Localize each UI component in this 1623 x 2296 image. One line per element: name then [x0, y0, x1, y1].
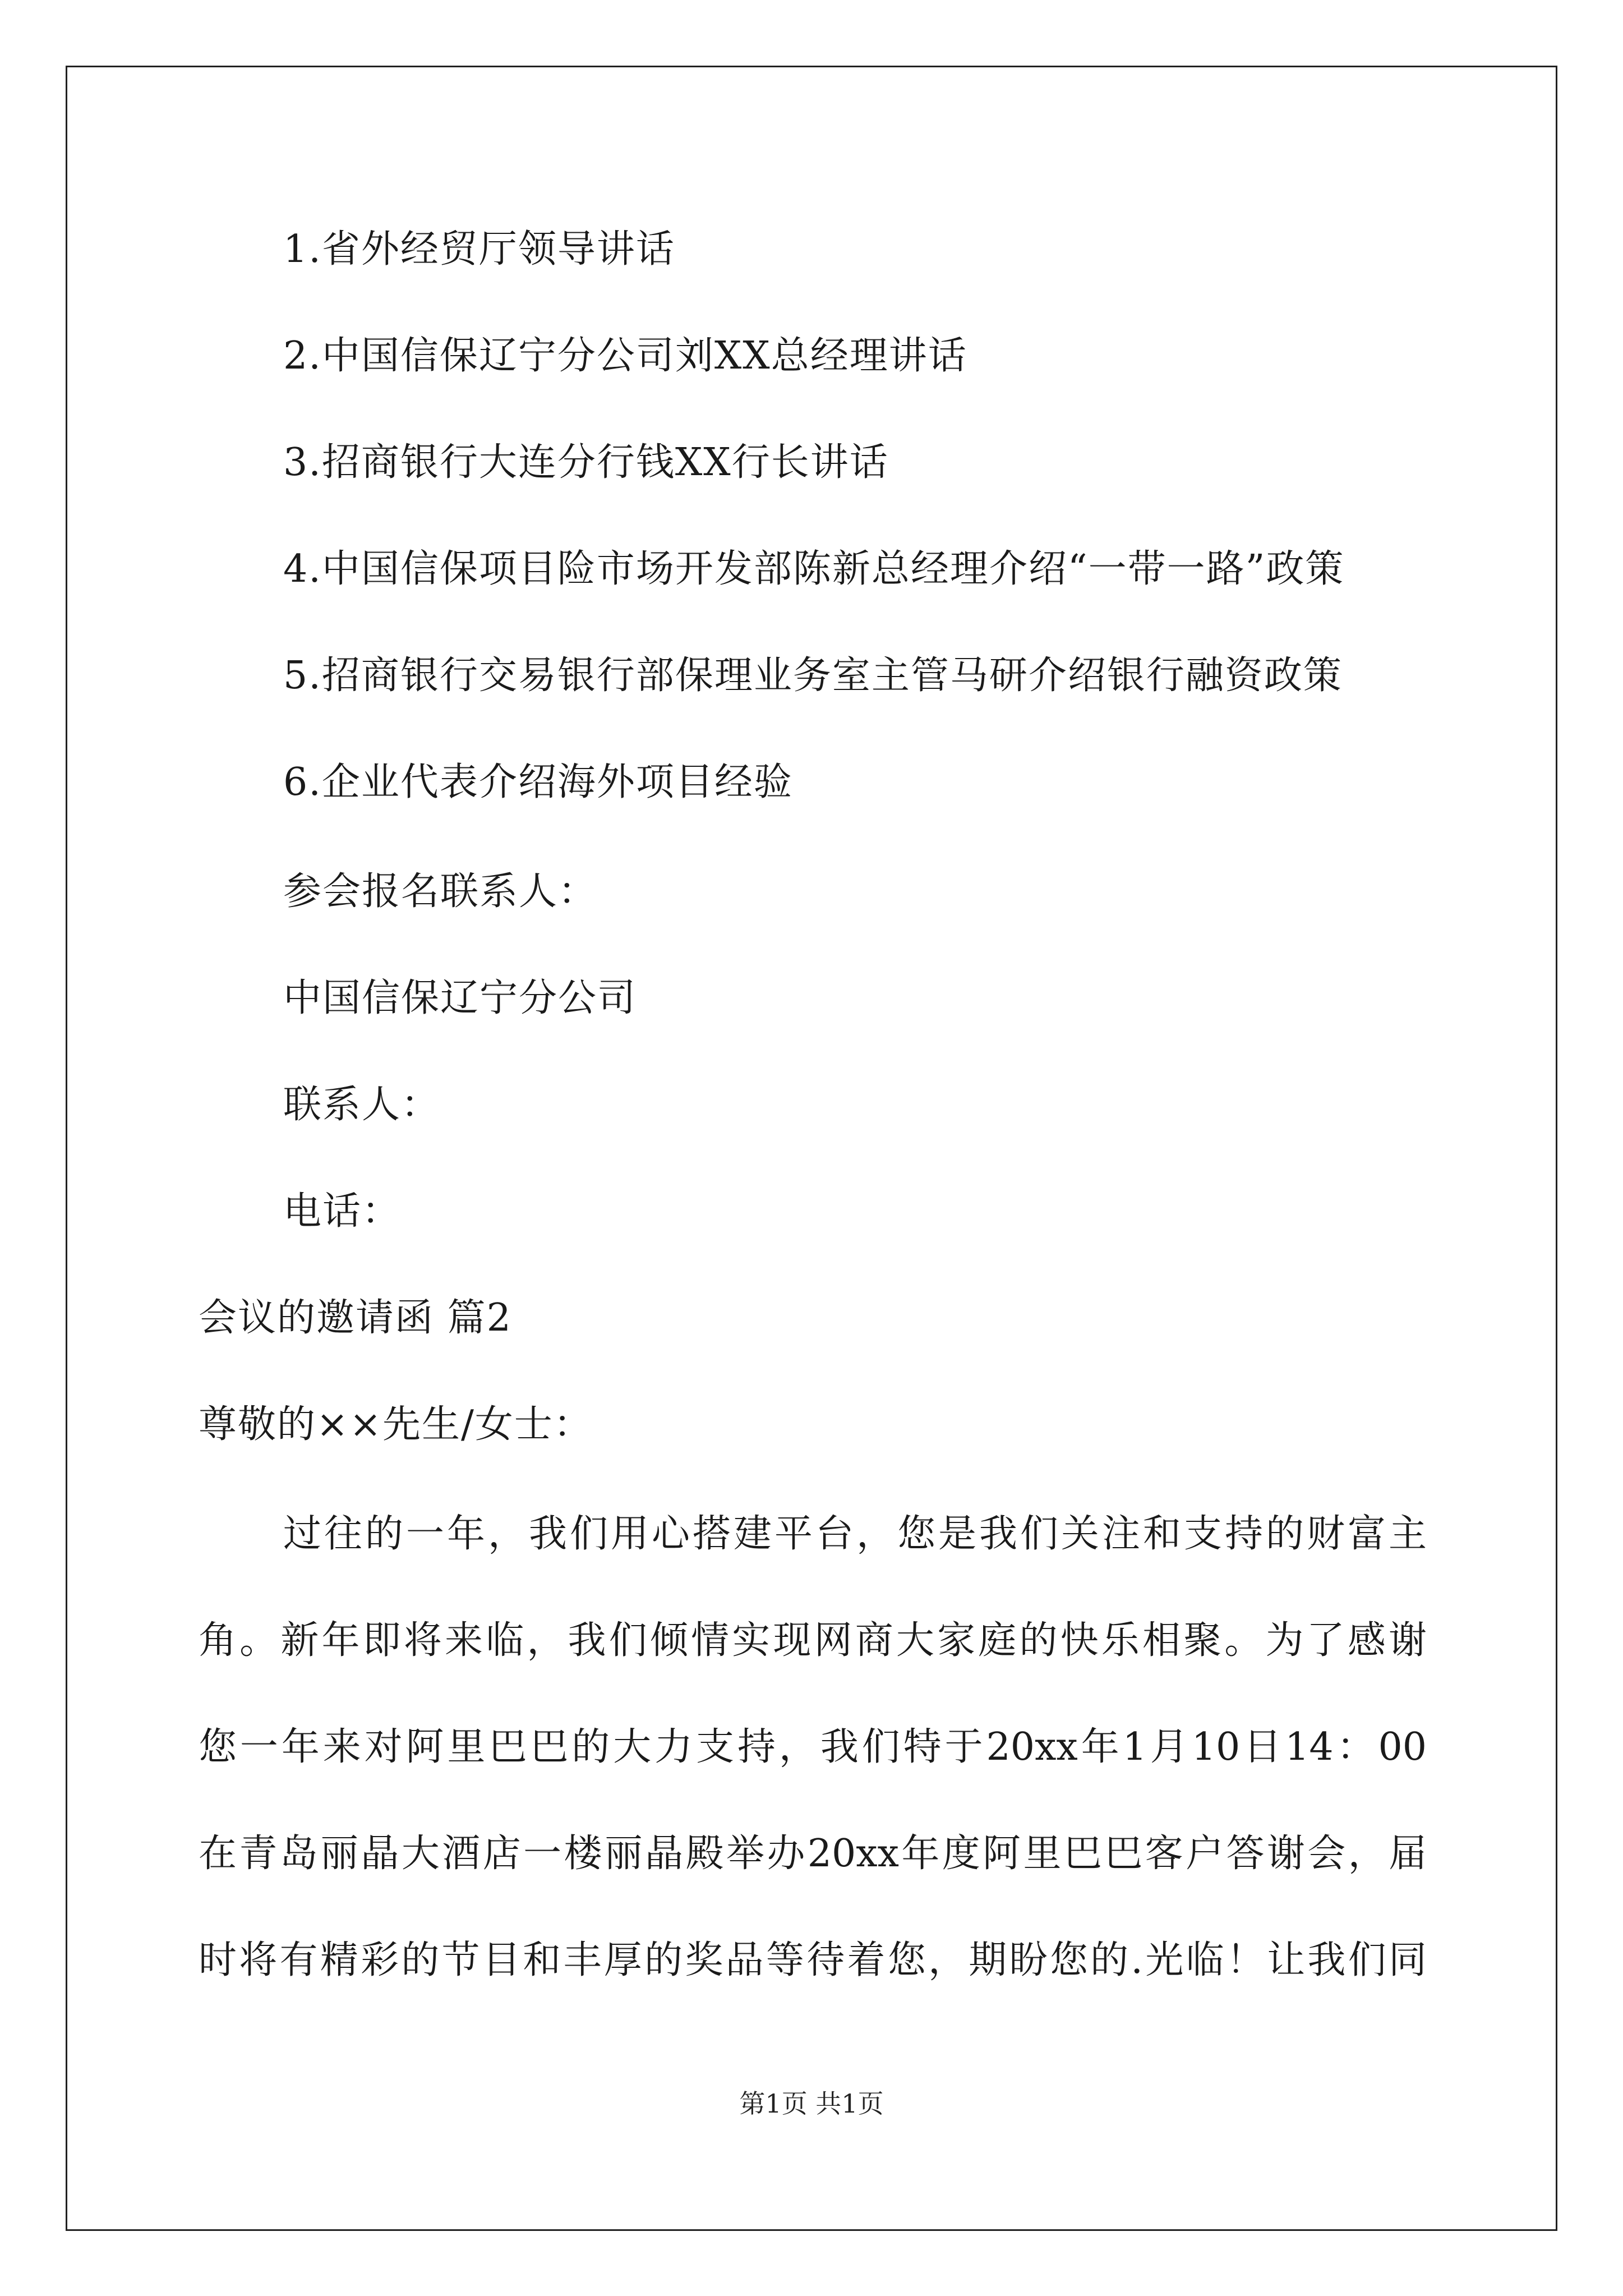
- contact-phone-label: 电话：: [283, 1189, 402, 1234]
- agenda-item-5: 5.招商银行交易银行部保理业务室主管马研介绍银行融资政策: [283, 654, 1343, 698]
- contact-heading: 参会报名联系人：: [283, 869, 598, 914]
- agenda-item-6: 6.企业代表介绍海外项目经验: [283, 760, 793, 804]
- agenda-item-4: 4.中国信保项目险市场开发部陈新总经理介绍“一带一路”政策: [283, 547, 1345, 591]
- agenda-item-1: 1.省外经贸厅领导讲话: [283, 227, 675, 272]
- agenda-item-3: 3.招商银行大连分行钱XX行长讲话: [283, 440, 889, 485]
- contact-company: 中国信保辽宁分公司: [283, 976, 637, 1020]
- salutation: 尊敬的××先生/女士：: [199, 1402, 593, 1447]
- body-line-3: 您一年来对阿里巴巴的大力支持，我们特于20xx年1月10日14：00: [199, 1725, 1427, 1769]
- agenda-item-2: 2.中国信保辽宁分公司刘XX总经理讲话: [283, 334, 967, 378]
- body-line-5: 时将有精彩的节目和丰厚的奖品等待着您，期盼您的.光临！让我们同: [199, 1938, 1427, 1982]
- page-border: [66, 66, 1557, 2231]
- body-line-4: 在青岛丽晶大酒店一楼丽晶殿举办20xx年度阿里巴巴客户答谢会，届: [199, 1832, 1427, 1876]
- body-line-1: 过往的一年，我们用心搭建平台，您是我们关注和支持的财富主: [283, 1512, 1427, 1556]
- body-line-2: 角。新年即将来临，我们倾情实现网商大家庭的快乐相聚。为了感谢: [199, 1618, 1427, 1663]
- section-title: 会议的邀请函 篇2: [199, 1296, 512, 1340]
- contact-person-label: 联系人：: [283, 1083, 441, 1127]
- page-footer: 第1页 共1页: [739, 2088, 884, 2119]
